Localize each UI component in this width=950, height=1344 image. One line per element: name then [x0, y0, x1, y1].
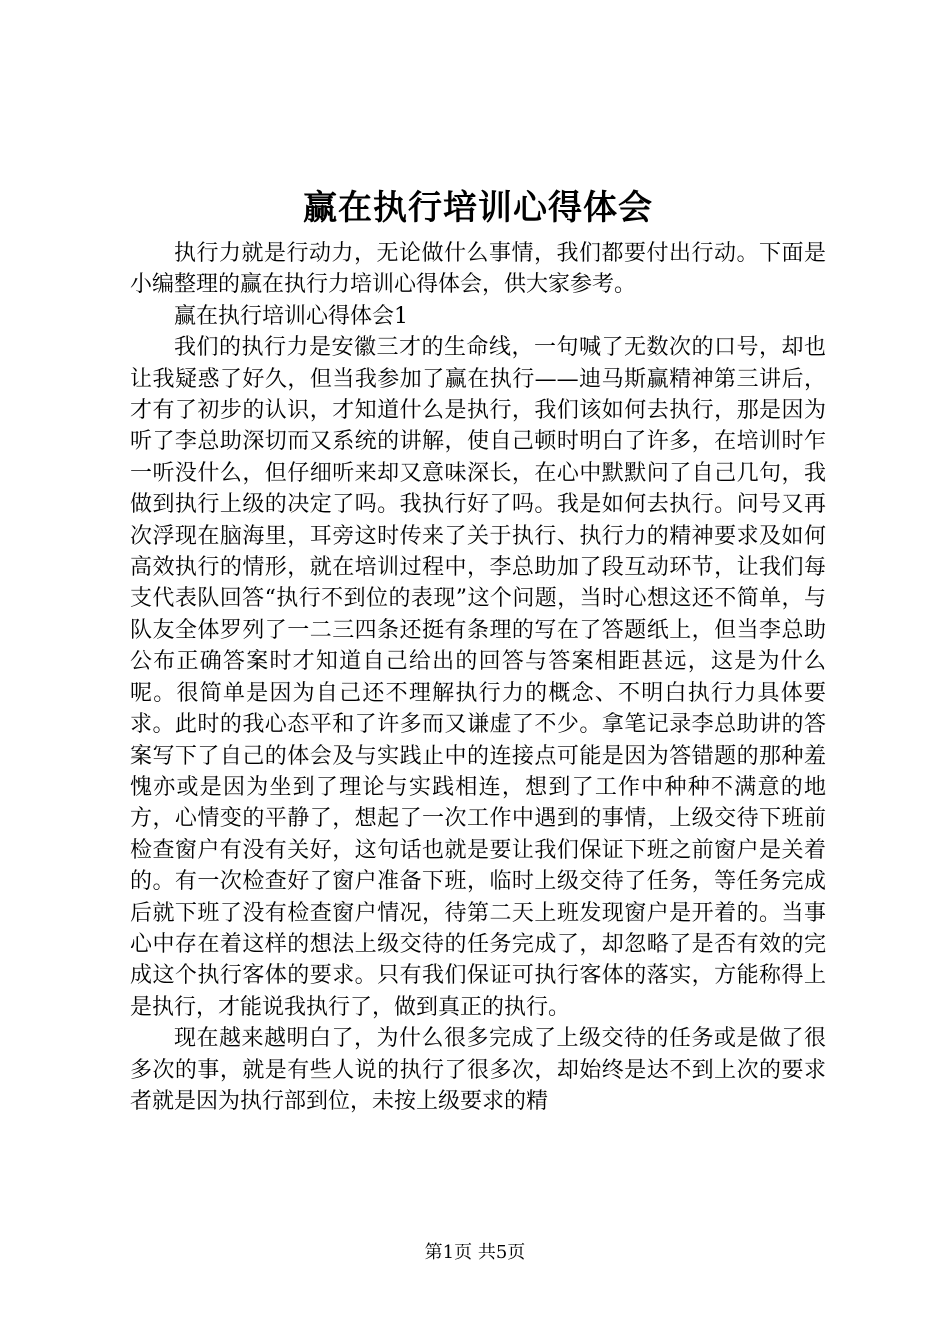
document-title: 赢在执行培训心得体会 — [303, 188, 653, 228]
document-page — [130, 178, 826, 1117]
paragraph-intro: 执行力就是行动力，无论做什么事情，我们都要付出行动。下面是小编整理的赢在执行力培训心得体会，供大家参考。 — [130, 241, 826, 298]
section-heading: 赢在执行培训心得体会1 — [174, 303, 408, 329]
paragraph-body-1: 我们的执行力是安徽三才的生命线，一句喊了无数次的口号，却也让我疑惑了好久，但当我参加了赢在执行——迪马斯赢精神第三讲后，才有了初步的认识，才知道什么是执行，我们该如何去执行，那是因为听了李总助深切而又系统的讲解，使自己顿时明白了许多，在培训时乍一听没什么，但仔细听来却又意味深长，在心中默默问了自己几句，我做到执行上级的决定了吗。我执行好了吗。我是如何去执行。问号又再次浮现在脑海里，耳旁这时传来了关于执行、执行力的精神要求及如何高效执行的情形，就在培训过程中，李总助加了段互动环节，让我们每支代表队回答“执行不到位的表现”这个问题，当时心想这还不简单，与队友全体罗列了一二三四条还挺有条理的写在了答题纸上，但当李总助公布正确答案时才知道自己给出的回答与答案相距甚远，这是为什么呢。很简单是因为自己还不理解执行力的概念、不明白执行力具体要求。此时的我心态平和了许多而又谦虚了不少。拿笔记录李总助讲的答案写下了自己的体会及与实践止中的连接点可能是因为答错题的那种羞愧亦或是因为坐到了理论与实践相连，想到了工作中种种不满意的地方，心情变的平静了，想起了一次工作中遇到的事情，上级交待下班前检查窗户有没有关好，这句话也就是要让我们保证下班之前窗户是关着的。有一次检查好了窗户准备下班，临时上级交待了任务，等任务完成后就下班了没有检查窗户情况，待第二天上班发现窗户是开着的。当事心中存在着这样的想法上级交待的任务完成了，却忽略了是否有效的完成这个执行客体的要求。只有我们保证可执行客体的落实，方能称得上是执行，才能说我执行了，做到真正的执行。 — [130, 335, 826, 1020]
page-footer: 第1页 共5页 — [424, 1242, 526, 1263]
paragraph-body-2: 现在越来越明白了，为什么很多完成了上级交待的任务或是做了很多次的事，就是有些人说的执行了很多次，却始终是达不到上次的要求者就是因为执行部到位，未按上级要求的精 — [130, 1026, 826, 1114]
